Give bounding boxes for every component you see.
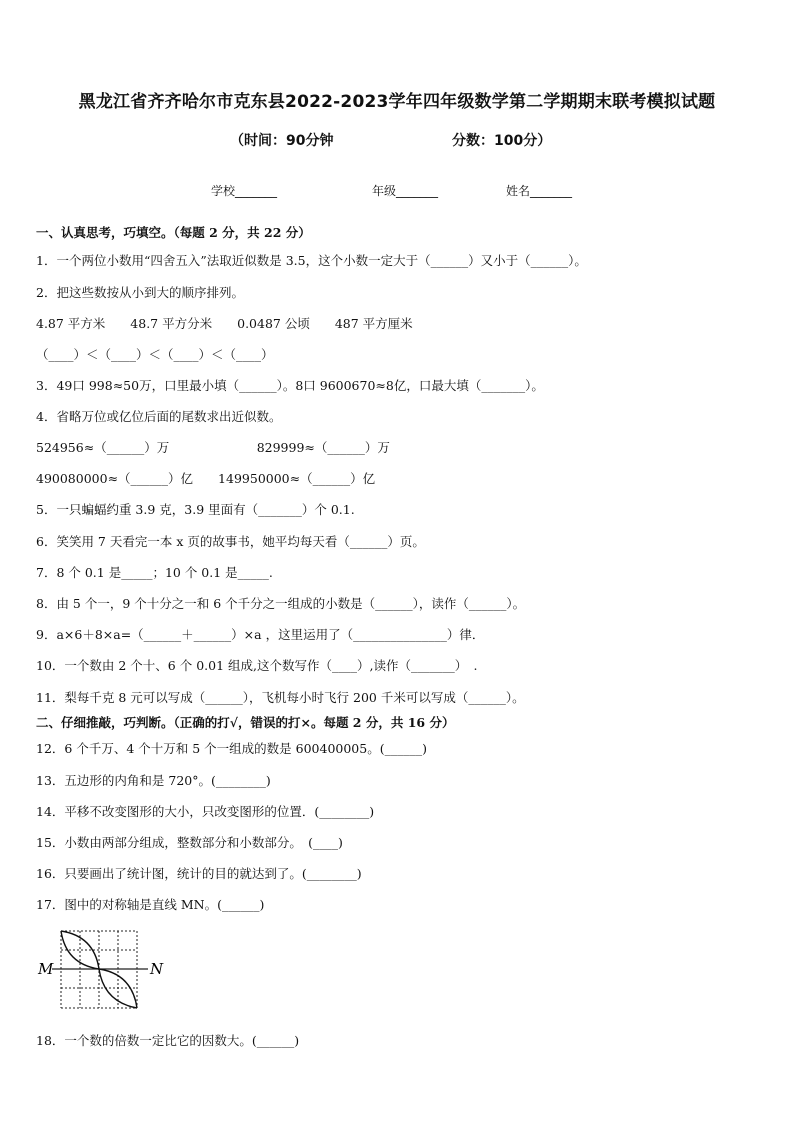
question-q4a: 524956≈（______）万 829999≈（______）万: [36, 440, 390, 455]
exam-score: 分数：100分）: [452, 133, 552, 149]
question-q2: 2．把这些数按从小到大的顺序排列。: [36, 285, 244, 300]
question-q15: 15．小数由两部分组成，整数部分和小数部分。 (____): [36, 835, 343, 850]
question-q2b: （____）＜（____）＜（____）＜（____）: [36, 347, 274, 362]
question-q18: 18．一个数的倍数一定比它的因数大。(______): [36, 1033, 300, 1048]
question-q16: 16．只要画出了统计图，统计的目的就达到了。(________): [36, 866, 362, 881]
name-field: 姓名_______: [506, 184, 573, 198]
section-heading: 一、认真思考，巧填空。（每题 2 分，共 22 分）: [36, 225, 311, 240]
question-q14: 14．平移不改变图形的大小，只改变图形的位置．(________): [36, 804, 375, 819]
question-q11: 11．梨每千克 8 元可以写成（______），飞机每小时飞行 200 千米可以写成（______）。: [36, 690, 525, 705]
question-q1: 1．一个两位小数用“四舍五入”法取近似数是 3.5，这个小数一定大于（______）又小于（______）。: [36, 253, 587, 268]
question-q6: 6．笑笑用 7 天看完一本 x 页的故事书，她平均每天看（______）页。: [36, 534, 425, 549]
question-q7: 7．8 个 0.1 是_____；10 个 0.1 是_____.: [36, 565, 273, 580]
question-q9: 9．a×6＋8×a=（______＋______）×a ，这里运用了（_______________）律．: [36, 627, 485, 642]
question-q12: 12．6 个千万、4 个十万和 5 个一组成的数是 600400005。(______): [36, 741, 427, 756]
question-q3: 3．49口 998≈50万，口里最小填（______）。8口 9600670≈8亿，口最大填（_______）。: [36, 378, 544, 393]
symmetry-figure: [36, 926, 176, 1020]
question-q8: 8．由 5 个一，9 个十分之一和 6 个千分之一组成的小数是（______），读作（______）。: [36, 596, 526, 611]
question-q4: 4．省略万位或亿位后面的尾数求出近似数。: [36, 409, 282, 424]
exam-time: （时间：90分钟: [230, 133, 334, 149]
question-q5: 5．一只蝙蝠约重 3.9 克，3.9 里面有（_______）个 0.1.: [36, 502, 355, 517]
grade-field: 年级_______: [372, 184, 439, 198]
label-m: M: [38, 960, 54, 978]
question-q10: 10．一个数由 2 个十、6 个 0.01 组成,这个数写作（____）,读作（_______） .: [36, 658, 478, 673]
symmetry-grid-svg: [36, 926, 176, 1016]
page-title: 黑龙江省齐齐哈尔市克东县2022-2023学年四年级数学第二学期期末联考模拟试题: [78, 92, 716, 112]
section-heading: 二、仔细推敲，巧判断。（正确的打√，错误的打×。每题 2 分，共 16 分）: [36, 715, 455, 730]
school-field: 学校_______: [211, 184, 278, 198]
question-q4b: 490080000≈（______）亿 149950000≈（______）亿: [36, 471, 376, 486]
question-q2a: 4.87 平方米 48.7 平方分米 0.0487 公顷 487 平方厘米: [36, 316, 413, 331]
label-n: N: [150, 960, 164, 978]
question-q13: 13．五边形的内角和是 720°。(________): [36, 773, 271, 788]
question-q17: 17．图中的对称轴是直线 MN。(______): [36, 897, 265, 912]
